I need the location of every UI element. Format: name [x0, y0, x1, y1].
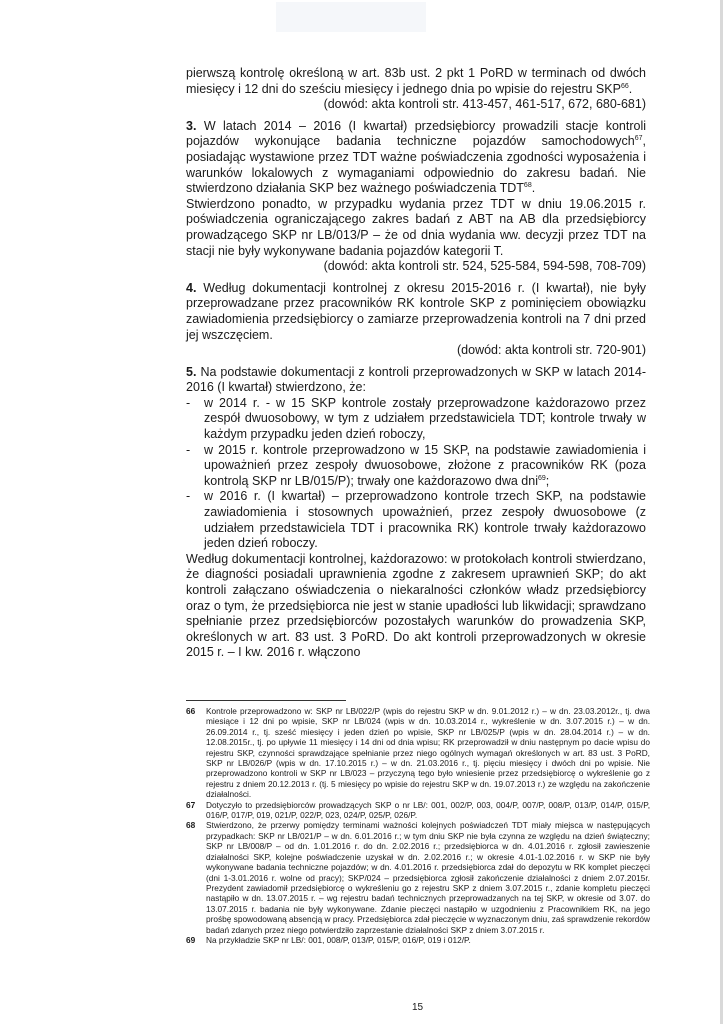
evidence-reference: (dowód: akta kontroli str. 524, 525-584, 594-598, 708-709): [323, 259, 646, 274]
page-number: 15: [412, 1002, 424, 1013]
footnote: [186, 800, 650, 821]
footnote-text: Kontrole przeprowadzono w: SKP nr LB/022/P (wpis do rejestru SKP w dn. 9.01.2012 r.) – w dn. 23.03.2012r., tj. dwa miesiące i 12 dni po wpisie, SKP nr LB/024 (wpis w dn. 10.03.2014 r., wykreślenie w dn. 3.07.2015 r.) – w dn. 26.09.2014 r., tj. sześć miesięcy i jeden dzień po wpisie, SKP nr LB/025/P (wpis w dn. 28.04.2014 r.) – w dn. 12.08.2015r., tj. po upływie 11 miesięcy i 14 dni od dnia wpisu; RK przeprowadził w dniu następnym po dacie wpisu do rejestru SKP, czynności sprawdzające spełnianie przez niego ogólnych wymagań określonych w art. 83 ust. 3 PoRD, SKP nr LB/026/P (wpis w dn. 17.10.2015 r.) – w dn. 21.03.2016 r., tj. pięciu miesięcy i dwóch dni po wpisie. Nie przeprowadzono kontroli w SKP nr LB/023 – przyczyną tego było wniesienie przez przedsiębiorcę o wykreślenie go z rejestru z dniem 20.12.2013 r. (tj. 5 miesięcy po wpisie do rejestru SKP w dn. 19.07.2013 r.) ze względu na zakończenie działalności.: [206, 706, 650, 800]
list-item-text: w 2016 r. (I kwartał) – przeprowadzono kontrole trzech SKP, na podstawie zawiadomienia i stosownych upoważnień, przez zespoły dwuosobowe (z udziałem przedstawiciela TDT i pracownika RK) kontrole trwały każdorazowo jeden dzień roboczy.: [204, 489, 646, 551]
footnote-ref: 66: [620, 82, 629, 90]
footnote: [186, 935, 650, 945]
paragraph-3: 3. W latach 2014 – 2016 (I kwartał) przedsiębiorcy prowadzili stacje kontroli pojazdów wykonujące badania techniczne pojazdów samochodowych$^{67}$, posiadając wystawione przez TDT ważne poświadczenia zgodności wyposażenia i warunków lokalowych z wymaganiami odpowiednio do zakresu badań. Nie stwierdzono działania SKP bez ważnego poświadczenia TDT$^{68}$.: [186, 118, 646, 196]
footnote-ref: 69: [537, 474, 546, 482]
list-item-text: w 2015 r. kontrole przeprowadzono w 15 SKP, na podstawie zawiadomienia i upoważnień przez zespoły dwuosobowe, złożone z pracowników RK (poza kontrolą SKP nr LB/015/P); trwały one każdorazowo dwa dni: [204, 442, 646, 488]
paragraph-number: 3.: [186, 118, 197, 133]
footnote-text: Stwierdzono, że przerwy pomiędzy terminami ważności kolejnych poświadczeń TDT miały miejsca w następujących przypadkach: SKP nr LB/021/P – w dn. 6.01.2016 r.; w tym dniu SKP nie była czynna ze względu na dzień świąteczny; SKP nr LB/008/P – od dn. 1.01.2016 r. do dn. 2.02.2016 r.; przedsiębiorca w dn. 4.01.2016 r. zgłosił zawieszenie działalności SKP, kolejne poświadczenie uzyskał w dn. 2.02.2016 r.; w okresie 4.01-1.02.2016 r. w SKP nie były wykonywane badania techniczne pojazdów; w dn. 4.01.2016 r. przedsiębiorca zdał do depozytu w RK komplet pieczęci (dni 1-3.01.2016 r. wolne od pracy); SKP/024 – przedsiębiorca zgłosił zakończenie działalności z dniem 2.07.2015r. Prezydent zawiadomił przedsiębiorcę o wykreśleniu go z rejestru SKP z dniem 3.07.2015 r., zdanie kompletu pieczęci nastąpiło w dn. 13.07.2015 r. – wg rejestru badań technicznych przeprowadzanych na tej SKP, w okresie od 3.07. do 13.07.2015 r. badania nie były wykonywane. Zdanie pieczęci nastąpiło w uzgodnieniu z Pracownikiem RK, na jego prośbę spowodowaną absencją w pracy. Przedsiębiorca zdał pieczęcie w wyznaczonym dniu, zaś sprawdzenie rekordów badań zdanych przez niego potwierdziło zaprzestanie działalności SKP z dniem 3.07.2015 r.: [206, 820, 650, 935]
footnote-text: Na przykładzie SKP nr LB/: 001, 008/P, 013/P, 015/P, 016/P, 019 i 012/P.: [206, 934, 471, 945]
paragraph-text: Według dokumentacji kontrolnej z okresu 2015-2016 r. (I kwartał), nie były przeprowadzane przez pracowników RK kontrole SKP z pominięciem obowiązku zawiadomienia przedsiębiorcy o zamiarze przeprowadzenia kontroli na 7 dni przed jej wszczęciem.: [186, 280, 646, 342]
evidence-reference: (dowód: akta kontroli str. 720-901): [457, 343, 646, 358]
paragraph-text: W latach 2014 – 2016 (I kwartał) przedsiębiorcy prowadzili stacje kontroli pojazdów wykonujące badania techniczne pojazdów samochodowych: [186, 118, 646, 149]
paragraph-number: 5.: [186, 364, 197, 379]
list-item: - w 2015 r. kontrole przeprowadzono w 15 SKP, na podstawie zawiadomienia i upoważnień przez zespoły dwuosobowe, złożone z pracowników RK (poza kontrolą SKP nr LB/015/P); trwały one każdorazowo dwa dni$^{69}$;: [186, 442, 646, 488]
footnote: [186, 820, 650, 934]
footnote-ref: 67: [634, 135, 643, 143]
list-item: - w 2016 r. (I kwartał) – przeprowadzono kontrole trzech SKP, na podstawie zawiadomienia i stosownych upoważnień, przez zespoły dwuosobowe (z udziałem przedstawiciela TDT i pracownika RK) kontrole trwały każdorazowo jeden dzień roboczy.: [186, 489, 646, 551]
main-body: [186, 66, 646, 661]
list-item-text: w 2014 r. - w 15 SKP kontrole zostały przeprowadzone każdorazowo przez zespół dwuosobowy, w tym z udziałem przedstawiciela TDT; kontrole trwały w każdym przypadku jeden dzień roboczy,: [204, 395, 646, 442]
footnote: [186, 706, 650, 800]
paragraph-text: Według dokumentacji kontrolnej, każdorazowo: w protokołach kontroli stwierdzano, że diagności posiadali uprawnienia zgodne z zakresem uprawnień SKP; do akt kontroli załączano oświadczenia o niekaralności członków władz przedsiębiorcy oraz o tym, że przedsiębiorca nie jest w stanie upadłości lub likwidacji; sprawdzano spełnianie przez przedsiębiorców pozostałych warunków do prowadzenia SKP, określonych w art. 83 ust. 3 PoRD. Do akt kontroli przeprowadzonych w okresie 2015 r. – I kw. 2016 r. włączono: [186, 551, 646, 660]
paragraph-text: Stwierdzono ponadto, w przypadku wydania przez TDT w dniu 19.06.2015 r. poświadczenia ograniczającego zakres badań z ABT na AB dla przedsiębiorcy prowadzącego SKP nr LB/013/P – że od dnia wydania ww. decyzji przez TDT na stacji nie były wykonywane badania pojazdów kategorii T.: [186, 196, 646, 258]
faint-stamp-mark: [256, 0, 456, 40]
paragraph-text: Na podstawie dokumentacji z kontroli przeprowadzonych w SKP w latach 2014-2016 (I kwartał) stwierdzono, że:: [186, 364, 646, 395]
paragraph-number: 4.: [186, 280, 197, 295]
paragraph-continuation: pierwszą kontrolę określoną w art. 83b ust. 2 pkt 1 PoRD w terminach od dwóch miesięcy i 12 dni do sześciu miesięcy i jednego dnia po wpisie do rejestru SKP$^{66}$.: [186, 66, 646, 96]
footnote-ref: 68: [523, 182, 532, 189]
paragraph-4: [186, 281, 646, 343]
footnote-number: 68: [186, 820, 196, 831]
list-item: - w 2014 r. - w 15 SKP kontrole zostały przeprowadzone każdorazowo przez zespół dwuosobowy, w tym z udziałem przedstawiciela TDT; kontrole trwały w każdym przypadku jeden dzień roboczy,: [186, 395, 646, 442]
paragraph-text: pierwszą kontrolę określoną w art. 83b ust. 2 pkt 1 PoRD w terminach od dwóch miesięcy i 12 dni do sześciu miesięcy i jednego dnia po wpisie do rejestru SKP: [186, 66, 646, 96]
footnotes: [186, 706, 650, 945]
footnote-number: 66: [186, 706, 196, 716]
paragraph-text: , posiadając wystawione przez TDT ważne poświadczenia zgodności wyposażenia i warunków lokalowych z wymaganiami odpowiednio do zakresu badań. Nie stwierdzono działania SKP bez ważnego poświadczenia TDT: [186, 134, 646, 196]
footnote-number: 67: [186, 799, 196, 810]
paragraph-5: [186, 365, 646, 396]
footnote-number: 69: [186, 934, 196, 945]
footnote-separator: [186, 700, 346, 701]
footnote-text: Dotyczyło to przedsiębiorców prowadzących SKP o nr LB/: 001, 002/P, 003, 004/P, 007/P, 008/P, 013/P, 014/P, 015/P, 016/P, 017/P, 019, 021/P, 022/P, 023, 024/P, 025/P, 026/P.: [206, 799, 650, 821]
evidence-reference: (dowód: akta kontroli str. 413-457, 461-517, 672, 680-681): [323, 97, 646, 112]
